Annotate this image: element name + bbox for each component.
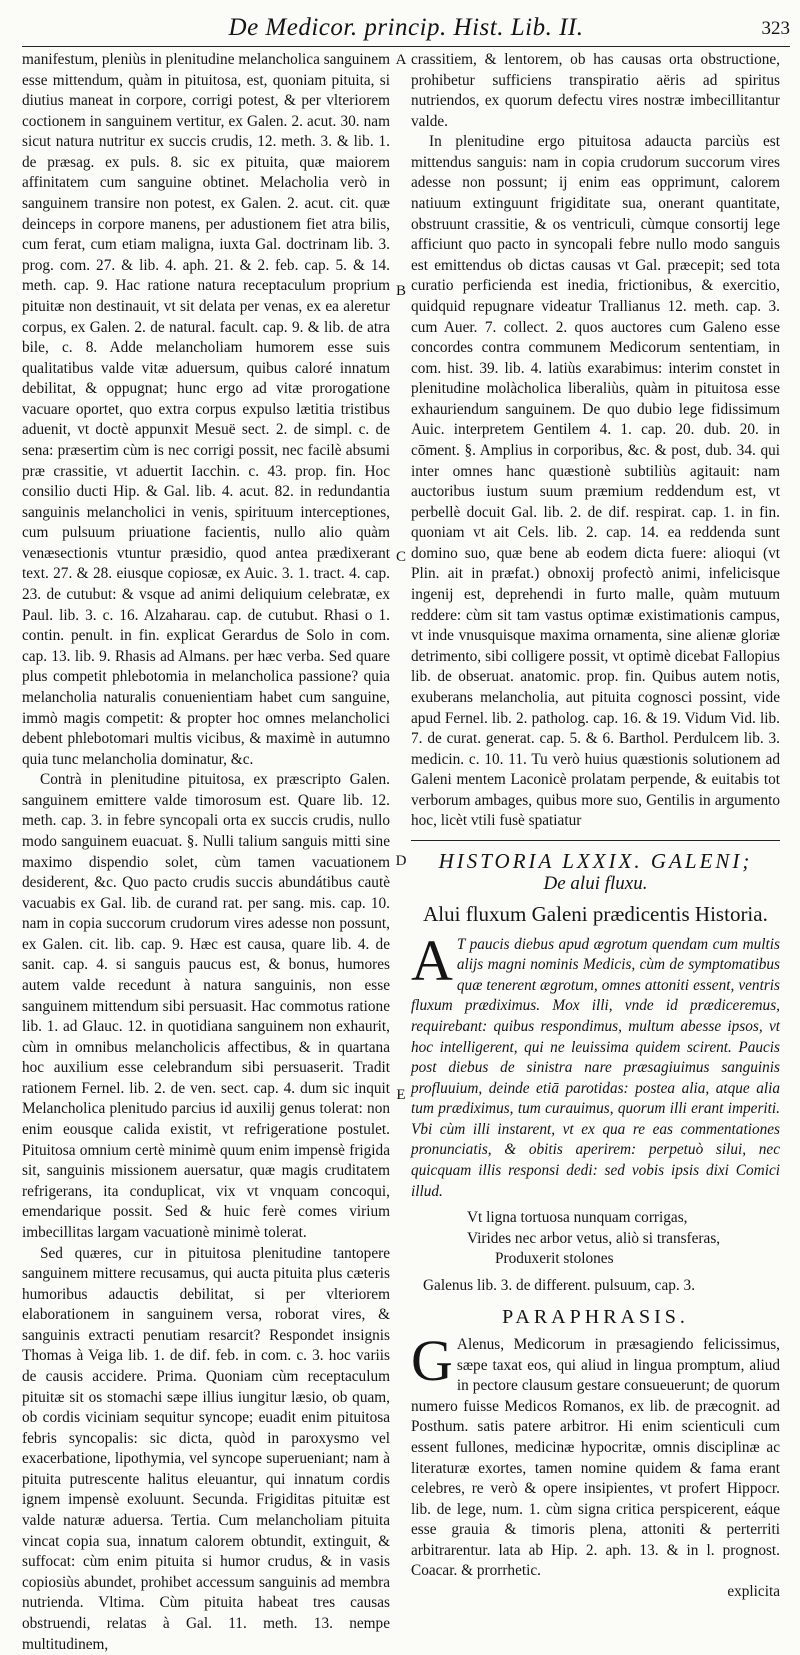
verse-line-1: Vt ligna tortuosa nunquam corrigas, (467, 1209, 688, 1227)
catchword: explicita (727, 1583, 780, 1601)
paraphrasis-heading: PARAPHRASIS. (502, 1305, 689, 1328)
margin-letter-a: A (395, 52, 407, 68)
verse-line-3: Produxerit stolones (495, 1250, 614, 1268)
paraphrasis-text-block (411, 1328, 780, 1582)
section-rule (411, 840, 780, 841)
drop-cap-g: G (411, 1328, 453, 1394)
left-paragraph-3: Sed quæres, cur in pituitosa plenitudine tantopere sanguinem mittere recusamus, qui aucta pituita plus cæteris humoribus adauctis debilitat, si per vlteriorem elaborationem in sanguinem versa, roborat vires, & sanguinis extracti penutiam resarcit? Respondet insignis Thomas à Veiga lib. 1. de dif. feb. in com. c. 3. hoc variis de causis accidere. Prima. Quoniam cùm receptaculum pituitæ sit os stomachi sæpe illius iungitur læsio, ob quam, ob cordis viciniam sequitur syncope; euadit enim pituitosa febris syncopalis: sic dicta, quòd in paroxysmo vel exacerbatione, lipothymia, vel syncope superueniant; nam à pituita putrescente halitus eleuantur, qui innatum cordis ignem impensè exoluunt. Secunda. Frigiditas pituitæ est valde naturæ aduersa. Tertia. Cum melancholiam pituita vincat copia sua, innatum calorem obtundit, extinguit, & suffocat: cùm enim pituita si humor crudus, & in vasis copiosiùs abundet, prohibet accessum sanguinis ad membra nutrienda. Vltima. Cùm pituita habeat tres causas obstruendi, relatas à Gal. 11. meth. 13. nempe multitudinem, (22, 1244, 390, 1653)
margin-letter-e: E (396, 1087, 406, 1103)
verse-block (411, 1208, 780, 1270)
running-title: De Medicor. princip. Hist. Lib. II. (228, 14, 584, 41)
margin-letter-b: B (395, 283, 406, 299)
right-paragraph-2: In plenitudine ergo pituitosa adaucta parciùs est mittendus sanguis: nam in copia crudorum succorum vires adesse non possunt; ij enim eas opprimunt, calorem natiuum extinguunt frigiditate sua, onerant quantitate, obstruunt crassitie, & os ventriculi, cùmque consortij lege afficiunt quo pacto in syncopali febre nullo modo sanguis est emittendus ob dictas causas vt Gal. præcepit; sed tota curatio perficienda est inedia, frictionibus, & exercitio, quidquid repugnare videatur Trallianus 12. meth. cap. 3. cum Auer. 7. collect. 2. quos auctores cum Galeno esse concordes contra communem Medicorum sententiam, in com. hist. 39. lib. 4. latiùs exarabimus: interim constet in plenitudine molàcholica liberaliùs, quàm in pituitosa esse exhauriendum sanguinem. De quo dubio lege fidissimum Auic. interpretem Gentilem 4. 1. cap. 20. dub. 20. in cōment. §. Amplius in corporibus, &c. & post, dub. 34. qui inter omnes hanc quæstionè subtiliùs agitauit: nam auctoribus iustum suum præmium reddendum est, vt perbellè docuit Gal. lib. 2. de dif. respirat. cap. 1. in fin. quoniam vt ait Cels. lib. 2. cap. 14. ea reddenda sunt domino suo, quæ bene ab eodem dicta fuere: alioqui (vt Plin. ait in præfat.) obnoxij profectò animi, infelicisque ingenij est, deprehendi in furto malle, quàm mutuum reddere: cùm sit tam vastus optimæ existimationis campus, vt inde vnusquisque maxima ornamenta, sine alienæ gloriæ detrimento, sibi colligere possit, vt optimè dicebat Fallopius lib. de obseruat. anatomic. prop. fin. Quibus autem notis, exuberans melancholia, aut pituita cognosci possint, vide apud Fernel. lib. 2. patholog. cap. 16. & 19. Vidum Vid. lib. 7. de curat. generat. cap. 5. & 6. Barthol. Perdulcem lib. 3. medicin. c. 10. 11. Tu verò huius quæstionis solutionem ad Galeni mentem Laconicè prolatam perpende, & euitabis tot verborum ambages, quibus more suo, Gentilis in argumento hoc, licèt vtili fusè spatiatur (411, 133, 780, 830)
paraphrasis-text: Alenus, Medicorum in præsagiendo felicissimus, sæpe taxat eos, qui aliud in lingua promptum, aliud in pectore clausum gestare consueuerunt; de quorum numero fuisse Medicos Romanos, ex lib. de præcognit. ad Posthum. satis patere arbitror. Hi enim scienticuli cum essent fullones, medicinæ hypocritæ, omnis disciplinæ ac literaturæ exortes, tamen nomine quidem & fama erant celebres, re verò & opere insipientes, vt profert Hippocr. lib. de lege, num. 1. cùm signa critica perspicerent, eáque esse grauia & timoris plena, attoniti & perterriti arbitrarentur. lata ab Hip. 2. aph. 13. & in l. prognost. Coacar. & prorrhetic. (411, 1336, 780, 1580)
historia-subtitle: De alui fluxu. (543, 872, 648, 894)
left-paragraph-1: manifestum, pleniùs in plenitudine melancholica sanguinem esse mittendum, quàm in pituitosa, est, quoniam pituita, si diutius maneat in corpore, corrigi potest, & per vlteriorem coctionem in sanguinem vertitur, ex Galen. 2. acut. 30. nam sicut natura nutritur ex succis crudis, 12. meth. 3. & lib. 1. de præsag. ex puls. 8. sic ex pituita, quæ maiorem affinitatem cum sanguine obtinet. Melacholia verò in sanguinem transire non potest, ex Galen. 2. acut. cit. quæ deinceps in corpore manens, per adustionem fiet atra bilis, cum ferat, cum etiam maligna, iuxta Gal. doctrinam lib. 3. prog. com. 27. & lib. 4. aph. 21. & 2. feb. cap. 5. & 14. meth. cap. 9. Hac ratione natura receptaculum proprium pituitæ non destinauit, vt sit delata per venas, ex ea aleretur corpus, ex Galen. 2. de natural. facult. cap. 9. & lib. de atra bile, c. 8. Adde melancholiam humorem esse suis qualitatibus valde vitæ aduersum, quibus caloré innatum debilitat, & oppugnat; hunc ergo ad vitæ prorogatione vacuare oportet, quo extra corpus expulso lætitia tristibus aduenit, vt doctè appunxit Mesuë sect. 2. de simpl. c. de sena: præsertim cùm is nec corrigi possit, nec facilè absumi præ crassitie, vt aduertit Iacchin. c. 43. prop. fin. Hoc consilio ducti Hip. & Gal. lib. 4. acut. 82. in redundantia sanguinis melancholici in venis, spirituum interceptiones, cum pulsuum priuatione facientis, nullo alio quàm venæsectionis vtuntur præsidio, quod antea prædixerant text. 27. & 28. eiusque copiosæ, ex Auic. 3. 1. tract. 4. cap. 23. de cutubut: & vsque ad animi deliquium celebratæ, ex Paul. lib. 3. c. 16. Alzaharau. cap. de cutubut. Rhasi o 1. contin. penult. in fin. explicat Gerardus de Solo in com. cap. 13. lib. 9. Rhasis ad Almans. per hæc verba. Sed quare plus competit phlebotomia in melancholica passione? quia melancholia naturalis conuenientiam habet cum sanguine, immò magis competit: & propter hoc omnes melancholici debent phlebotomari multis vicibus, & maximè in autumno quia tunc melancholia dominatur, &c. (22, 51, 390, 768)
historia-text: T paucis diebus apud ægrotum quendam cum multis alijs magni nominis Medicis, cùm de symptomatibus quæ tenerent ægrotum, omnes attoniti essent, ventris fluxum prædiximus. Mox illi, vnde id prædiceremus, requirebant: quibus respondimus, multum abesse ipsos, vt hoc intelligerent, qui ne leuissima quidem scirent. Paucis post diebus de sinistra nare præsagiuimus sanguinis profluuium, deinde etiā parotidas: postea alia, atque alia tum prædiximus, tum curauimus, quorum illi erant imperiti. Vbi cùm illi instarent, vt ex qua re eas commentationes pronunciatis, & obitis aperirem: perpetuò silui, nec quicquam illis responsi dedi: sed vobis ipsis dixi Comici illud. (411, 935, 780, 1200)
left-paragraph-2: Contrà in plenitudine pituitosa, ex præscripto Galen. sanguinem emittere valde timorosum est. Quare lib. 12. meth. cap. 3. in febre syncopali orta ex succis crudis, nullo modo sanguinem euacuat. §. Nulli talium sanguis mitti sine maximo dispendio solet, cùm tamen vacuationem desiderent, &c. Quo pacto crudis succis abundátibus cautè vacuabis ex Gal. lib. de curand rat. per sang. mis. cap. 10. nam in copia succorum crudorum vires adesse non possunt, ex Galen. cit. lib. cap. 9. Hæc est causa, quare lib. 4. de sanit. cap. 4. si sanguis paucus est, & bonus, humores autem valde recedunt à natura sanguinis, non esse sanguinem mittendum sibi persuasit. Hac commotus ratione lib. 1. ad Glauc. 12. in quotidiana sanguinem non exhaurit, cùm in omnibus melancholicis affectibus, & in quartana hoc auxilium esse celebrandum sibi persuaserit. Tradit rationem Fernel. lib. 2. de ven. sect. cap. 4. dum sic inquit Melancholica plenitudo parcius id auxilij genus tolerat: non enim eousque calida existit, vt refrigeratione postulet. Pituitosa omnium certè minimè quum enim impensè frigida sit, sanguinis missionem auersatur, quæ magis cruditatem refrigerans, ita conduplicat, vix vt vnquam concoqui, emendarique possit. Sed & huic ferè comes virium imbecillitas largam vacuationè minimè tolerat. (22, 771, 390, 1241)
margin-letter-d: D (395, 853, 407, 869)
historia-heading: HISTORIA LXXIX. GALENI; (438, 848, 753, 873)
verse-line-2: Virides nec arbor vetus, aliò si transferas, (467, 1229, 721, 1247)
left-column (22, 50, 390, 1653)
historia-title: Alui fluxum Galeni prædicentis Historia. (423, 902, 768, 927)
right-column (411, 50, 780, 1601)
source-citation: Galenus lib. 3. de different. pulsuum, cap. 3. (423, 1276, 696, 1294)
page-number: 323 (761, 18, 790, 39)
drop-cap-a: A (411, 927, 453, 993)
margin-letter-c: C (395, 549, 406, 565)
running-head (22, 8, 790, 47)
right-paragraph-1: crassitiem, & lentorem, ob has causas orta obstructione, prohibetur sufficiens transpiratio aëris ad spiritus nutriendos, ex quorum defectu vires nostræ imbecillitantur valde. (411, 51, 780, 130)
historia-text-block (411, 927, 780, 1203)
